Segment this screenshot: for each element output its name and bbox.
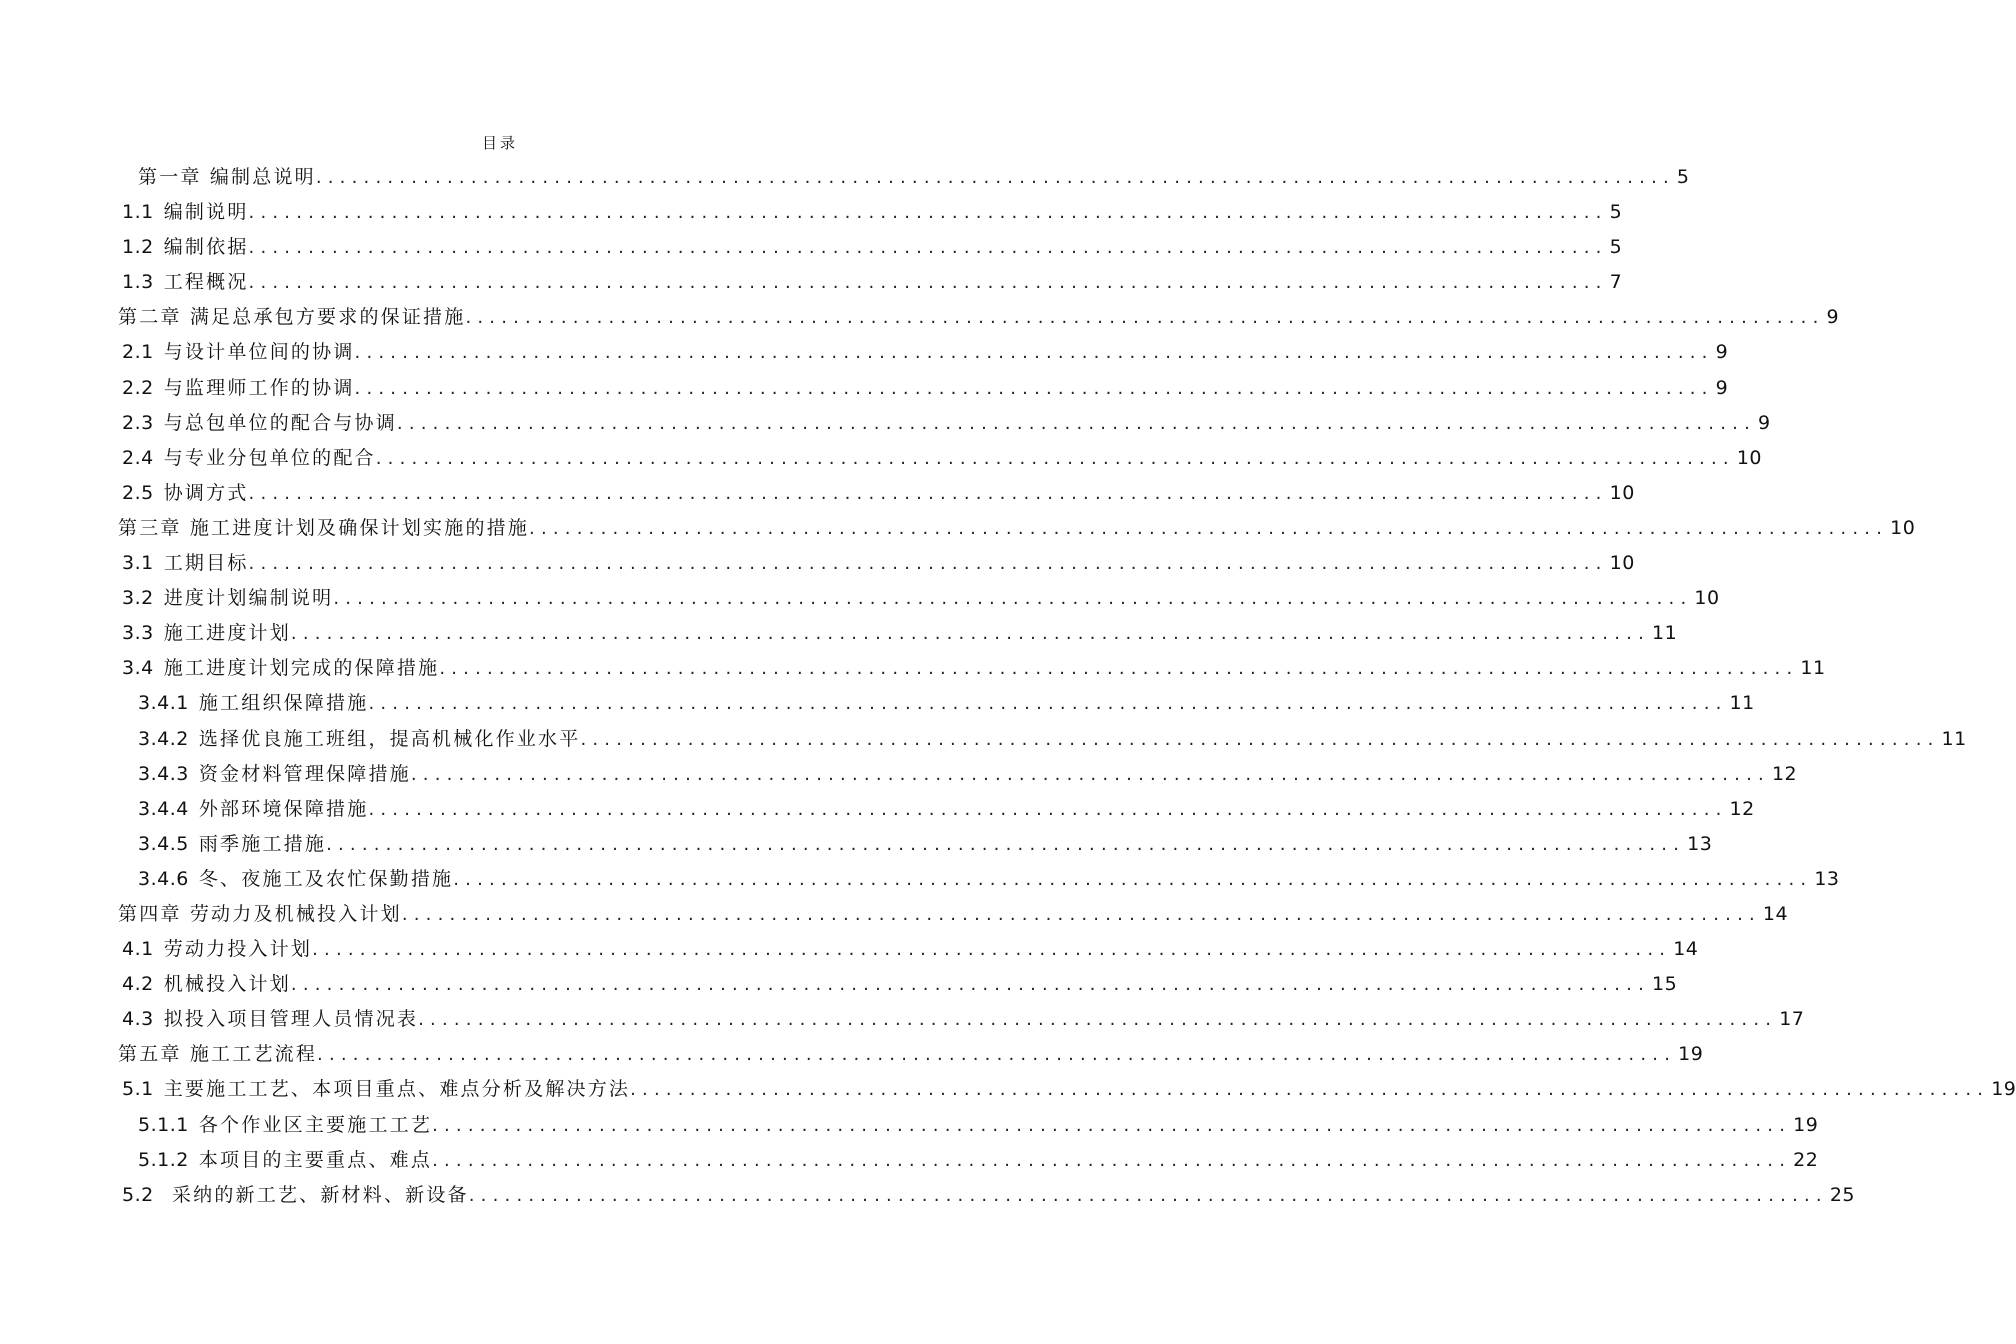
toc-page-number: 22 <box>1793 1148 1819 1171</box>
toc-entry-number: 4.2 <box>122 973 154 996</box>
toc-entry-text: 机械投入计划 <box>163 973 291 996</box>
toc-entry-text: 主要施工工艺、本项目重点、难点分析及解决方法 <box>163 1078 631 1101</box>
toc-page-number: 14 <box>1673 938 1699 961</box>
toc-entry-label <box>122 581 333 616</box>
toc-page-number: 9 <box>1715 376 1729 399</box>
toc-dot-leader: .................................................................................................................. <box>580 728 1940 750</box>
toc-entry-label <box>122 616 291 651</box>
toc-dot-leader: .................................................................................................................. <box>317 1044 1677 1066</box>
toc-dot-leader: .................................................................................................................. <box>248 553 1608 575</box>
toc-entry-text: 第三章 施工进度计划及确保计划实施的措施 <box>118 516 530 539</box>
toc-page-number: 19 <box>1678 1043 1704 1066</box>
toc-entry-text: 冬、夜施工及农忙保勤措施 <box>198 867 454 890</box>
toc-entry-text: 资金材料管理保障措施 <box>198 762 411 785</box>
toc-page-number: 10 <box>1694 587 1720 610</box>
toc-entry-number: 1.1 <box>122 201 154 224</box>
toc-entry[interactable] <box>0 932 1699 967</box>
toc-entry[interactable] <box>0 862 1840 897</box>
toc-entry-text: 劳动力投入计划 <box>163 938 313 961</box>
toc-dot-leader: .................................................................................................................. <box>290 974 1650 996</box>
toc-entry[interactable] <box>0 546 1635 581</box>
toc-dot-leader: .................................................................................................................. <box>439 658 1799 680</box>
toc-entry[interactable] <box>0 581 1720 616</box>
toc-entry[interactable] <box>0 827 1713 862</box>
toc-dot-leader: .................................................................................................................. <box>630 1079 1990 1101</box>
toc-page-number: 10 <box>1609 481 1635 504</box>
toc-entry-number: 3.4.1 <box>138 692 189 715</box>
toc-entry[interactable] <box>0 1143 1819 1178</box>
toc-entry-text: 第五章 施工工艺流程 <box>118 1043 318 1066</box>
toc-entry[interactable] <box>0 722 1967 757</box>
toc-entry-number: 2.2 <box>122 376 154 399</box>
toc-entry-number: 3.4 <box>122 657 154 680</box>
toc-entry-number: 3.2 <box>122 587 154 610</box>
toc-dot-leader: .................................................................................................................. <box>401 903 1761 925</box>
toc-entry-number: 3.3 <box>122 622 154 645</box>
toc-entry[interactable] <box>0 1037 1704 1072</box>
toc-entry-label <box>138 792 368 827</box>
toc-entry[interactable] <box>0 651 1826 686</box>
toc-entry-label <box>138 862 453 897</box>
toc-page-number: 12 <box>1771 762 1798 785</box>
toc-page-number: 5 <box>1609 201 1623 224</box>
toc-entry[interactable] <box>0 1072 2016 1107</box>
toc-entry-label <box>122 1002 418 1037</box>
toc-entry[interactable] <box>0 511 1916 546</box>
toc-page-number: 9 <box>1758 411 1771 434</box>
toc-entry-number: 5.1.2 <box>138 1148 189 1171</box>
toc-dot-leader: .................................................................................................................. <box>248 482 1608 504</box>
toc-dot-leader: .................................................................................................................. <box>368 693 1728 715</box>
toc-entry-number: 3.4.5 <box>138 832 189 855</box>
toc-entry-label <box>122 1178 469 1213</box>
toc-entry-label <box>118 300 465 335</box>
toc-entry-text: 第二章 满足总承包方要求的保证措施 <box>118 306 466 329</box>
toc-entry[interactable] <box>0 406 1771 441</box>
toc-dot-leader: .................................................................................................................. <box>290 623 1650 645</box>
toc-page-number: 11 <box>1729 692 1755 715</box>
toc-entry-label <box>122 967 291 1002</box>
toc-entry[interactable] <box>0 265 1623 300</box>
toc-entry-text: 采纳的新工艺、新材料、新设备 <box>163 1183 469 1206</box>
toc-entry-number: 4.1 <box>122 938 154 961</box>
toc-entry[interactable] <box>0 371 1729 406</box>
toc-entry-label <box>122 335 355 370</box>
toc-entry-text: 施工组织保障措施 <box>198 692 369 715</box>
toc-entry-label <box>138 686 368 721</box>
toc-entry-text: 与监理师工作的协调 <box>163 376 355 399</box>
toc-entry[interactable] <box>0 967 1678 1002</box>
toc-entry-label <box>118 897 402 932</box>
toc-entry-label <box>122 932 312 967</box>
toc-entry-label <box>122 406 397 441</box>
toc-entry-number: 2.5 <box>122 481 154 504</box>
toc-entry-label <box>138 757 411 792</box>
toc-entry-text: 选择优良施工班组，提高机械化作业水平 <box>198 727 581 750</box>
toc-entry[interactable] <box>0 441 1762 476</box>
toc-entry[interactable] <box>0 195 1623 230</box>
table-of-contents <box>0 160 2016 1213</box>
toc-entry-text: 与总包单位的配合与协调 <box>163 411 397 434</box>
toc-entry-text: 工期目标 <box>163 552 249 575</box>
toc-dot-leader: .................................................................................................................. <box>248 237 1608 259</box>
toc-page-number: 15 <box>1652 973 1678 996</box>
toc-entry[interactable] <box>0 1108 1819 1143</box>
toc-entry-label <box>122 195 249 230</box>
toc-entry-text: 本项目的主要重点、难点 <box>198 1148 433 1171</box>
toc-dot-leader: .................................................................................................................. <box>453 868 1813 890</box>
toc-page-number: 10 <box>1890 516 1916 539</box>
toc-entry-text: 进度计划编制说明 <box>163 587 334 610</box>
toc-entry[interactable] <box>0 160 1690 195</box>
toc-entry-label <box>138 1108 432 1143</box>
toc-entry-text: 第一章 编制总说明 <box>138 166 316 188</box>
toc-entry-text: 外部环境保障措施 <box>198 797 369 820</box>
toc-dot-leader: .................................................................................................................. <box>465 307 1825 329</box>
toc-entry-text: 工程概况 <box>163 271 249 294</box>
toc-dot-leader: .................................................................................................................. <box>418 1009 1778 1031</box>
toc-entry-text: 雨季施工措施 <box>198 832 327 855</box>
toc-dot-leader: .................................................................................................................. <box>315 167 1675 188</box>
toc-page-number: 12 <box>1729 797 1755 820</box>
toc-entry-label <box>138 722 580 757</box>
toc-entry-text: 施工进度计划 <box>163 622 291 645</box>
toc-dot-leader: .................................................................................................................. <box>396 412 1756 434</box>
toc-page-number: 14 <box>1762 902 1789 925</box>
toc-dot-leader: .................................................................................................................. <box>368 798 1728 820</box>
toc-entry[interactable] <box>0 1178 1856 1213</box>
toc-dot-leader: .................................................................................................................. <box>432 1114 1792 1136</box>
toc-entry[interactable] <box>0 230 1623 265</box>
toc-page-number: 11 <box>1941 727 1967 750</box>
toc-dot-leader: .................................................................................................................. <box>354 377 1714 399</box>
toc-entry[interactable] <box>0 1002 1805 1037</box>
toc-entry-number: 5.2 <box>122 1183 154 1206</box>
toc-page-number: 7 <box>1609 271 1623 294</box>
toc-dot-leader: .................................................................................................................. <box>333 588 1693 610</box>
toc-entry[interactable] <box>0 897 1789 932</box>
toc-entry-label <box>118 1037 317 1072</box>
toc-dot-leader: .................................................................................................................. <box>312 939 1672 961</box>
toc-page-number: 11 <box>1652 622 1678 645</box>
toc-entry-text: 与专业分包单位的配合 <box>163 446 376 469</box>
toc-entry[interactable] <box>0 335 1729 370</box>
toc-entry[interactable] <box>0 757 1798 792</box>
toc-entry-label <box>122 546 249 581</box>
toc-entry-label <box>138 1143 432 1178</box>
toc-dot-leader: .................................................................................................................. <box>248 272 1608 294</box>
toc-entry-label <box>122 651 439 686</box>
toc-entry-label <box>122 1072 630 1107</box>
toc-entry-label <box>122 230 249 265</box>
toc-entry-label <box>138 827 326 862</box>
toc-page-number: 19 <box>1991 1078 2016 1101</box>
toc-entry-label <box>122 441 376 476</box>
toc-page-number: 13 <box>1687 832 1713 855</box>
toc-entry-label <box>138 160 316 195</box>
toc-entry-number: 1.2 <box>122 236 154 259</box>
toc-dot-leader: .................................................................................................................. <box>410 763 1770 785</box>
toc-page-number: 19 <box>1793 1113 1819 1136</box>
toc-page-number: 13 <box>1814 867 1840 890</box>
toc-dot-leader: .................................................................................................................. <box>248 202 1608 224</box>
toc-dot-leader: .................................................................................................................. <box>375 447 1735 469</box>
toc-entry-text: 与设计单位间的协调 <box>163 341 355 364</box>
toc-page-number: 25 <box>1829 1183 1856 1206</box>
toc-page-number: 17 <box>1779 1008 1805 1031</box>
toc-entry-number: 3.4.6 <box>138 867 189 890</box>
toc-page-number: 9 <box>1826 306 1840 329</box>
toc-entry[interactable] <box>0 616 1678 651</box>
toc-page-number: 10 <box>1736 446 1762 469</box>
toc-entry-text: 施工进度计划完成的保障措施 <box>163 657 440 680</box>
toc-dot-leader: .................................................................................................................. <box>468 1184 1828 1206</box>
toc-page-number: 5 <box>1609 236 1623 259</box>
toc-entry-label <box>122 476 249 511</box>
toc-entry-number: 5.1.1 <box>138 1113 189 1136</box>
toc-entry-text: 拟投入项目管理人员情况表 <box>163 1008 419 1031</box>
toc-dot-leader: .................................................................................................................. <box>529 517 1889 539</box>
toc-entry-text: 编制说明 <box>163 201 249 224</box>
toc-entry-text: 编制依据 <box>163 236 249 259</box>
toc-entry-number: 4.3 <box>122 1008 154 1031</box>
toc-entry-label <box>122 265 249 300</box>
toc-entry-number: 3.4.2 <box>138 727 189 750</box>
toc-entry[interactable] <box>0 792 1755 827</box>
toc-page-number: 11 <box>1800 657 1826 680</box>
toc-entry[interactable] <box>0 476 1635 511</box>
toc-title: 目录 <box>481 134 518 152</box>
toc-dot-leader: .................................................................................................................. <box>354 342 1714 364</box>
toc-entry-number: 3.4.3 <box>138 762 189 785</box>
toc-entry-label <box>118 511 529 546</box>
toc-entry-number: 2.1 <box>122 341 154 364</box>
toc-entry-text: 协调方式 <box>163 481 249 504</box>
toc-entry[interactable] <box>0 300 1840 335</box>
toc-entry-number: 5.1 <box>122 1078 154 1101</box>
toc-page-number: 10 <box>1609 552 1635 575</box>
toc-entry-number: 1.3 <box>122 271 154 294</box>
toc-dot-leader: .................................................................................................................. <box>432 1149 1792 1171</box>
toc-dot-leader: .................................................................................................................. <box>326 833 1686 855</box>
toc-entry-number: 2.3 <box>122 411 154 434</box>
toc-entry-label <box>122 371 355 406</box>
toc-entry[interactable] <box>0 686 1755 721</box>
toc-page-number: 5 <box>1676 166 1690 188</box>
toc-entry-text: 各个作业区主要施工工艺 <box>198 1113 433 1136</box>
toc-entry-number: 3.4.4 <box>138 797 189 820</box>
toc-page-number: 9 <box>1715 341 1729 364</box>
toc-entry-number: 2.4 <box>122 446 154 469</box>
toc-entry-number: 3.1 <box>122 552 154 575</box>
toc-entry-text: 第四章 劳动力及机械投入计划 <box>118 902 402 925</box>
